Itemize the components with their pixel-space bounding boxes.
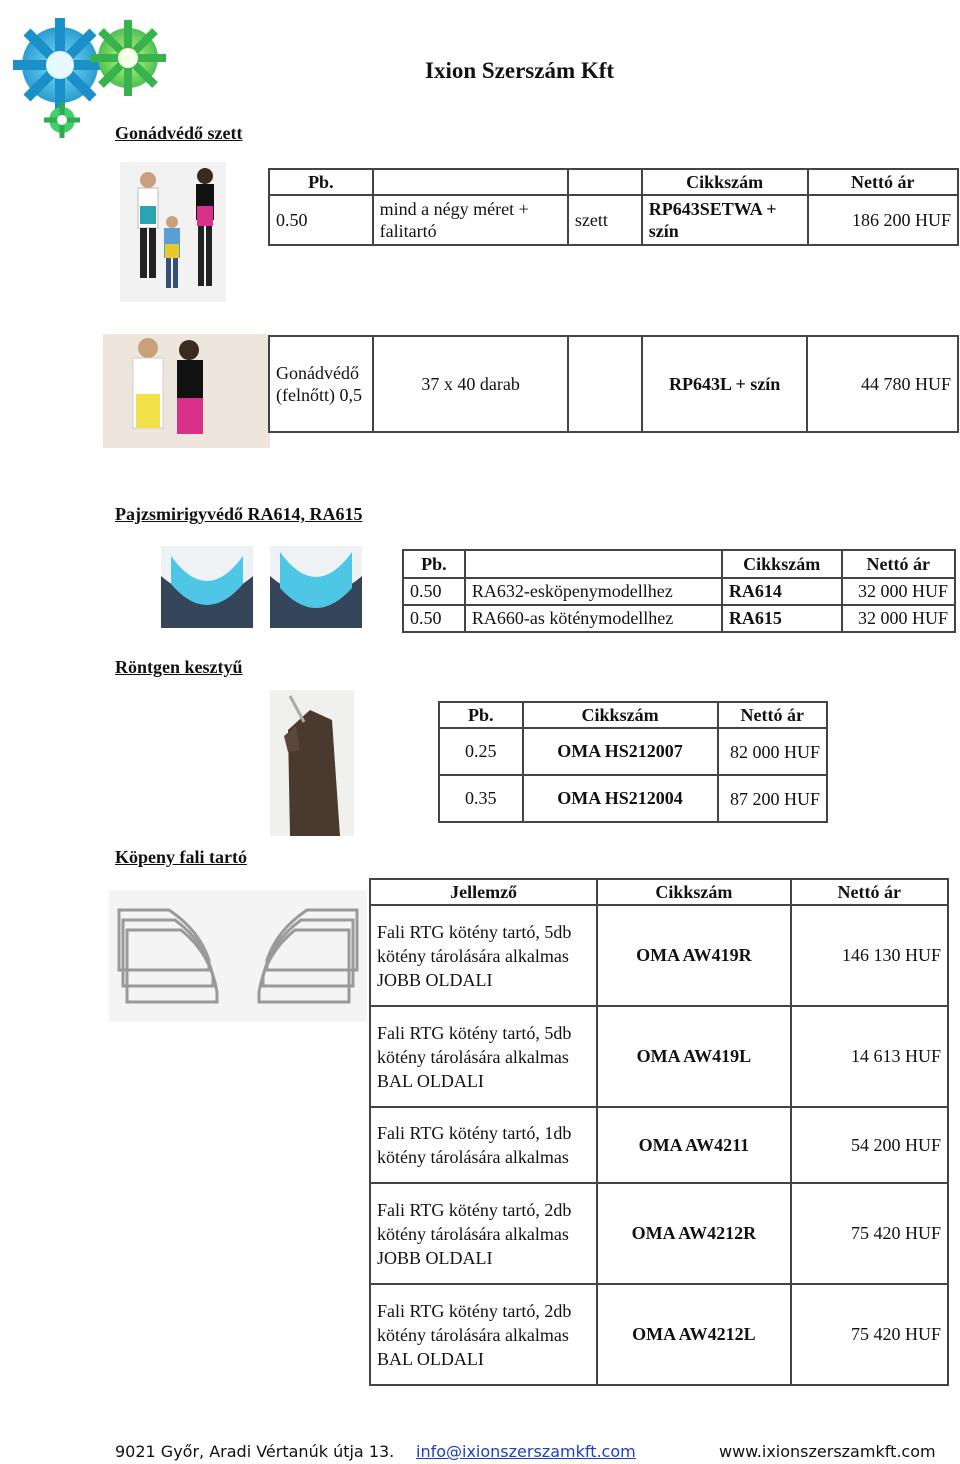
- thyroid-shield-photo-1: [161, 546, 253, 628]
- cell-size: 37 x 40 darab: [373, 336, 568, 432]
- cell-description: RA632-esköpenymodellhez: [465, 578, 722, 605]
- cell-price: 146 130 HUF: [791, 905, 948, 1006]
- cell-item-code: OMA AW419R: [597, 905, 790, 1006]
- thyroid-shield-photo-2: [270, 546, 362, 628]
- xray-glove-photo: [270, 690, 354, 836]
- cell-pb: 0.50: [403, 605, 465, 632]
- cell-price: 54 200 HUF: [791, 1107, 948, 1183]
- header-jellemzo: Jellemző: [370, 879, 597, 905]
- section-title-pajzsmirigyvedo: Pajzsmirigyvédő RA614, RA615: [115, 504, 363, 524]
- cell-item-code: OMA AW419L: [597, 1006, 790, 1107]
- thyroid-shield-table: [402, 549, 956, 633]
- cell-item-code: RP643L + szín: [642, 336, 808, 432]
- cell-item-code: OMA AW4211: [597, 1107, 790, 1183]
- section-title-rontgen-kesztyu: Röntgen kesztyű: [115, 657, 243, 677]
- cell-description: Fali RTG kötény tartó, 2db kötény tárolására alkalmas JOBB OLDALI: [370, 1183, 597, 1284]
- header-pb: Pb.: [403, 550, 465, 578]
- cell-item-code: OMA AW4212R: [597, 1183, 790, 1284]
- company-name: Ixion Szerszám Kft: [425, 58, 615, 83]
- gonad-set-table: [268, 168, 959, 246]
- cell-item-code: OMA HS212007: [523, 728, 718, 775]
- cell-description: Fali RTG kötény tartó, 5db kötény tárolására alkalmas JOBB OLDALI: [370, 905, 597, 1006]
- cell-pb: 0.50: [403, 578, 465, 605]
- cell-price: 44 780 HUF: [807, 336, 958, 432]
- wall-rack-photo: [109, 890, 367, 1022]
- cell-price: 82 000 HUF: [718, 728, 827, 775]
- gonad-shield-photo-family: [120, 162, 226, 302]
- cell-pb: 0.25: [439, 728, 523, 775]
- section-title-kopeny-fali-tarto: Köpeny fali tartó: [115, 847, 247, 867]
- cell-description: Fali RTG kötény tartó, 1db kötény tárolására alkalmas: [370, 1107, 597, 1183]
- cell-item-code: RA615: [722, 605, 842, 632]
- header-cikkszam: Cikkszám: [722, 550, 842, 578]
- cell-description: RA660-as köténymodellhez: [465, 605, 722, 632]
- section-title-gonadvedo: Gonádvédő szett: [115, 123, 243, 143]
- wall-rack-table: [369, 878, 949, 1386]
- header-cikkszam: Cikkszám: [642, 169, 808, 195]
- cell-price: 32 000 HUF: [842, 578, 955, 605]
- cell-price: 75 420 HUF: [791, 1183, 948, 1284]
- header-empty: [465, 550, 722, 578]
- cell-item-code: OMA HS212004: [523, 775, 718, 822]
- cell-product: Gonádvédő (felnőtt) 0,5: [269, 336, 373, 432]
- cell-description: Fali RTG kötény tartó, 5db kötény tárolására alkalmas BAL OLDALI: [370, 1006, 597, 1107]
- header-pb: Pb.: [269, 169, 373, 195]
- cell-price: 14 613 HUF: [791, 1006, 948, 1107]
- cell-price: 87 200 HUF: [718, 775, 827, 822]
- cell-price: 186 200 HUF: [808, 195, 958, 245]
- header-pb: Pb.: [439, 702, 523, 728]
- footer-email-link[interactable]: info@ixionszerszamkft.com: [416, 1442, 636, 1461]
- xray-glove-table: [438, 701, 828, 823]
- header-netto-ar: Nettó ár: [842, 550, 955, 578]
- cell-unit: szett: [568, 195, 642, 245]
- footer-address: 9021 Győr, Aradi Vértanúk útja 13.: [115, 1442, 395, 1461]
- cell-item-code: OMA AW4212L: [597, 1284, 790, 1385]
- cell-description: Fali RTG kötény tartó, 2db kötény tárolására alkalmas BAL OLDALI: [370, 1284, 597, 1385]
- header-cikkszam: Cikkszám: [523, 702, 718, 728]
- header-empty-2: [568, 169, 642, 195]
- header-cikkszam: Cikkszám: [597, 879, 790, 905]
- header-netto-ar: Nettó ár: [718, 702, 827, 728]
- gonad-shield-photo-adults: [103, 334, 270, 448]
- header-netto-ar: Nettó ár: [791, 879, 948, 905]
- cell-pb: 0.50: [269, 195, 373, 245]
- cell-price: 32 000 HUF: [842, 605, 955, 632]
- cell-item-code: RA614: [722, 578, 842, 605]
- cell-description: mind a négy méret + falitartó: [373, 195, 568, 245]
- cell-pb: 0.35: [439, 775, 523, 822]
- cell-item-code: RP643SETWA + szín: [642, 195, 808, 245]
- footer-website[interactable]: www.ixionszerszamkft.com: [719, 1442, 936, 1461]
- header-netto-ar: Nettó ár: [808, 169, 958, 195]
- footer: [0, 1438, 960, 1464]
- gonad-adult-table: [268, 335, 959, 433]
- cell-empty: [568, 336, 642, 432]
- header-empty-1: [373, 169, 568, 195]
- gears-logo: [0, 0, 200, 140]
- cell-price: 75 420 HUF: [791, 1284, 948, 1385]
